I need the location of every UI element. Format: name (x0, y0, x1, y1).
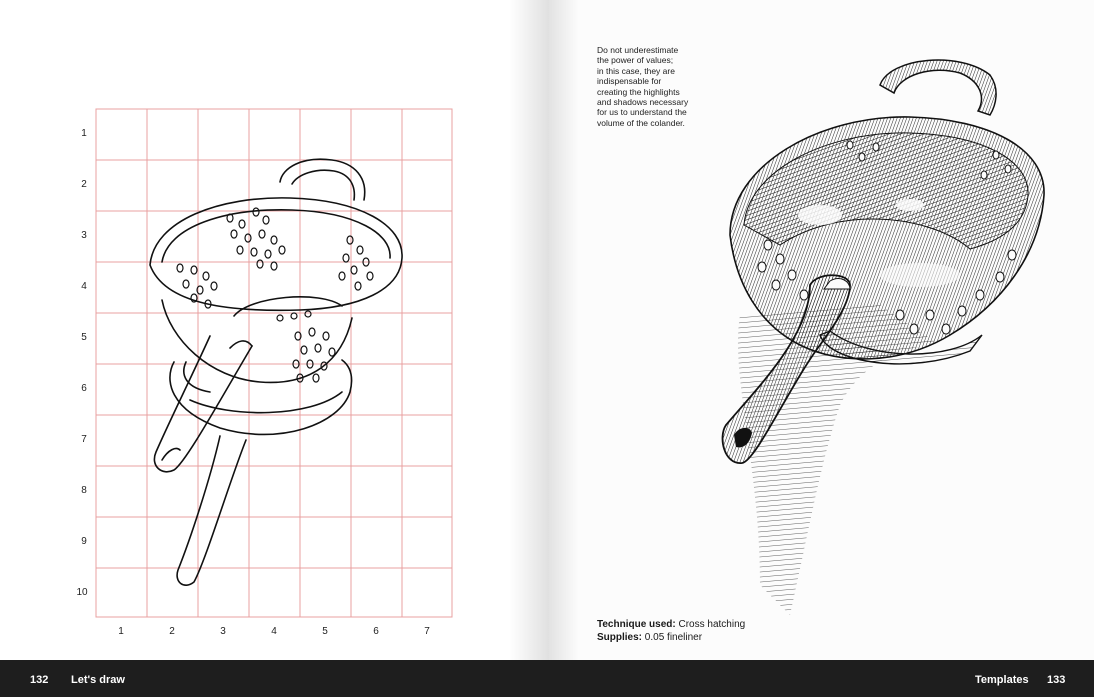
caption-line: Do not underestimate (597, 45, 679, 55)
footer-bar (0, 660, 1094, 697)
right-section-title: Templates (975, 674, 1029, 686)
caption-line: indispensable for (597, 76, 662, 87)
supplies-label: Supplies: (597, 632, 643, 643)
row-label: 1 (81, 128, 87, 139)
caption-line: in this case, they are (597, 65, 675, 76)
caption-text (597, 45, 707, 128)
technique-value: Cross hatching (675, 619, 746, 630)
technique-info (597, 618, 745, 644)
col-label: 7 (424, 626, 430, 637)
row-label: 2 (81, 179, 87, 190)
colander-outline (150, 159, 402, 585)
row-label: 10 (76, 587, 88, 598)
drawing-grid (70, 100, 470, 620)
grid-lines (96, 109, 452, 617)
row-label: 8 (81, 485, 87, 496)
right-page-number: 133 (1047, 674, 1066, 686)
col-label: 1 (118, 626, 124, 637)
col-label: 4 (271, 626, 277, 637)
caption-line: for us to understand the (597, 107, 687, 118)
left-page-number: 132 (30, 674, 49, 686)
left-page (0, 0, 549, 660)
caption-line: creating the highlights (597, 86, 680, 97)
supplies-value: 0.05 fineliner (642, 632, 703, 643)
row-label: 5 (81, 332, 87, 343)
colander-sketch-illustration (700, 45, 1060, 615)
caption-line: and shadows necessary (597, 97, 689, 108)
row-label: 4 (81, 281, 87, 292)
colander-holes (177, 208, 373, 382)
left-section-title: Let's draw (71, 674, 125, 686)
row-label: 7 (81, 434, 87, 445)
row-label: 6 (81, 383, 87, 394)
gutter-shadow (509, 0, 549, 660)
col-label: 3 (220, 626, 226, 637)
col-label: 2 (169, 626, 175, 637)
row-label: 9 (81, 536, 87, 547)
caption-line: volume of the colander. (597, 117, 685, 128)
caption-line: the power of values; (597, 55, 674, 66)
col-label: 6 (373, 626, 379, 637)
technique-label: Technique used: (597, 619, 676, 630)
col-label: 5 (322, 626, 328, 637)
supplies-line (597, 631, 745, 644)
technique-line (597, 618, 745, 631)
gutter-shadow (549, 0, 579, 660)
row-label: 3 (81, 230, 87, 241)
